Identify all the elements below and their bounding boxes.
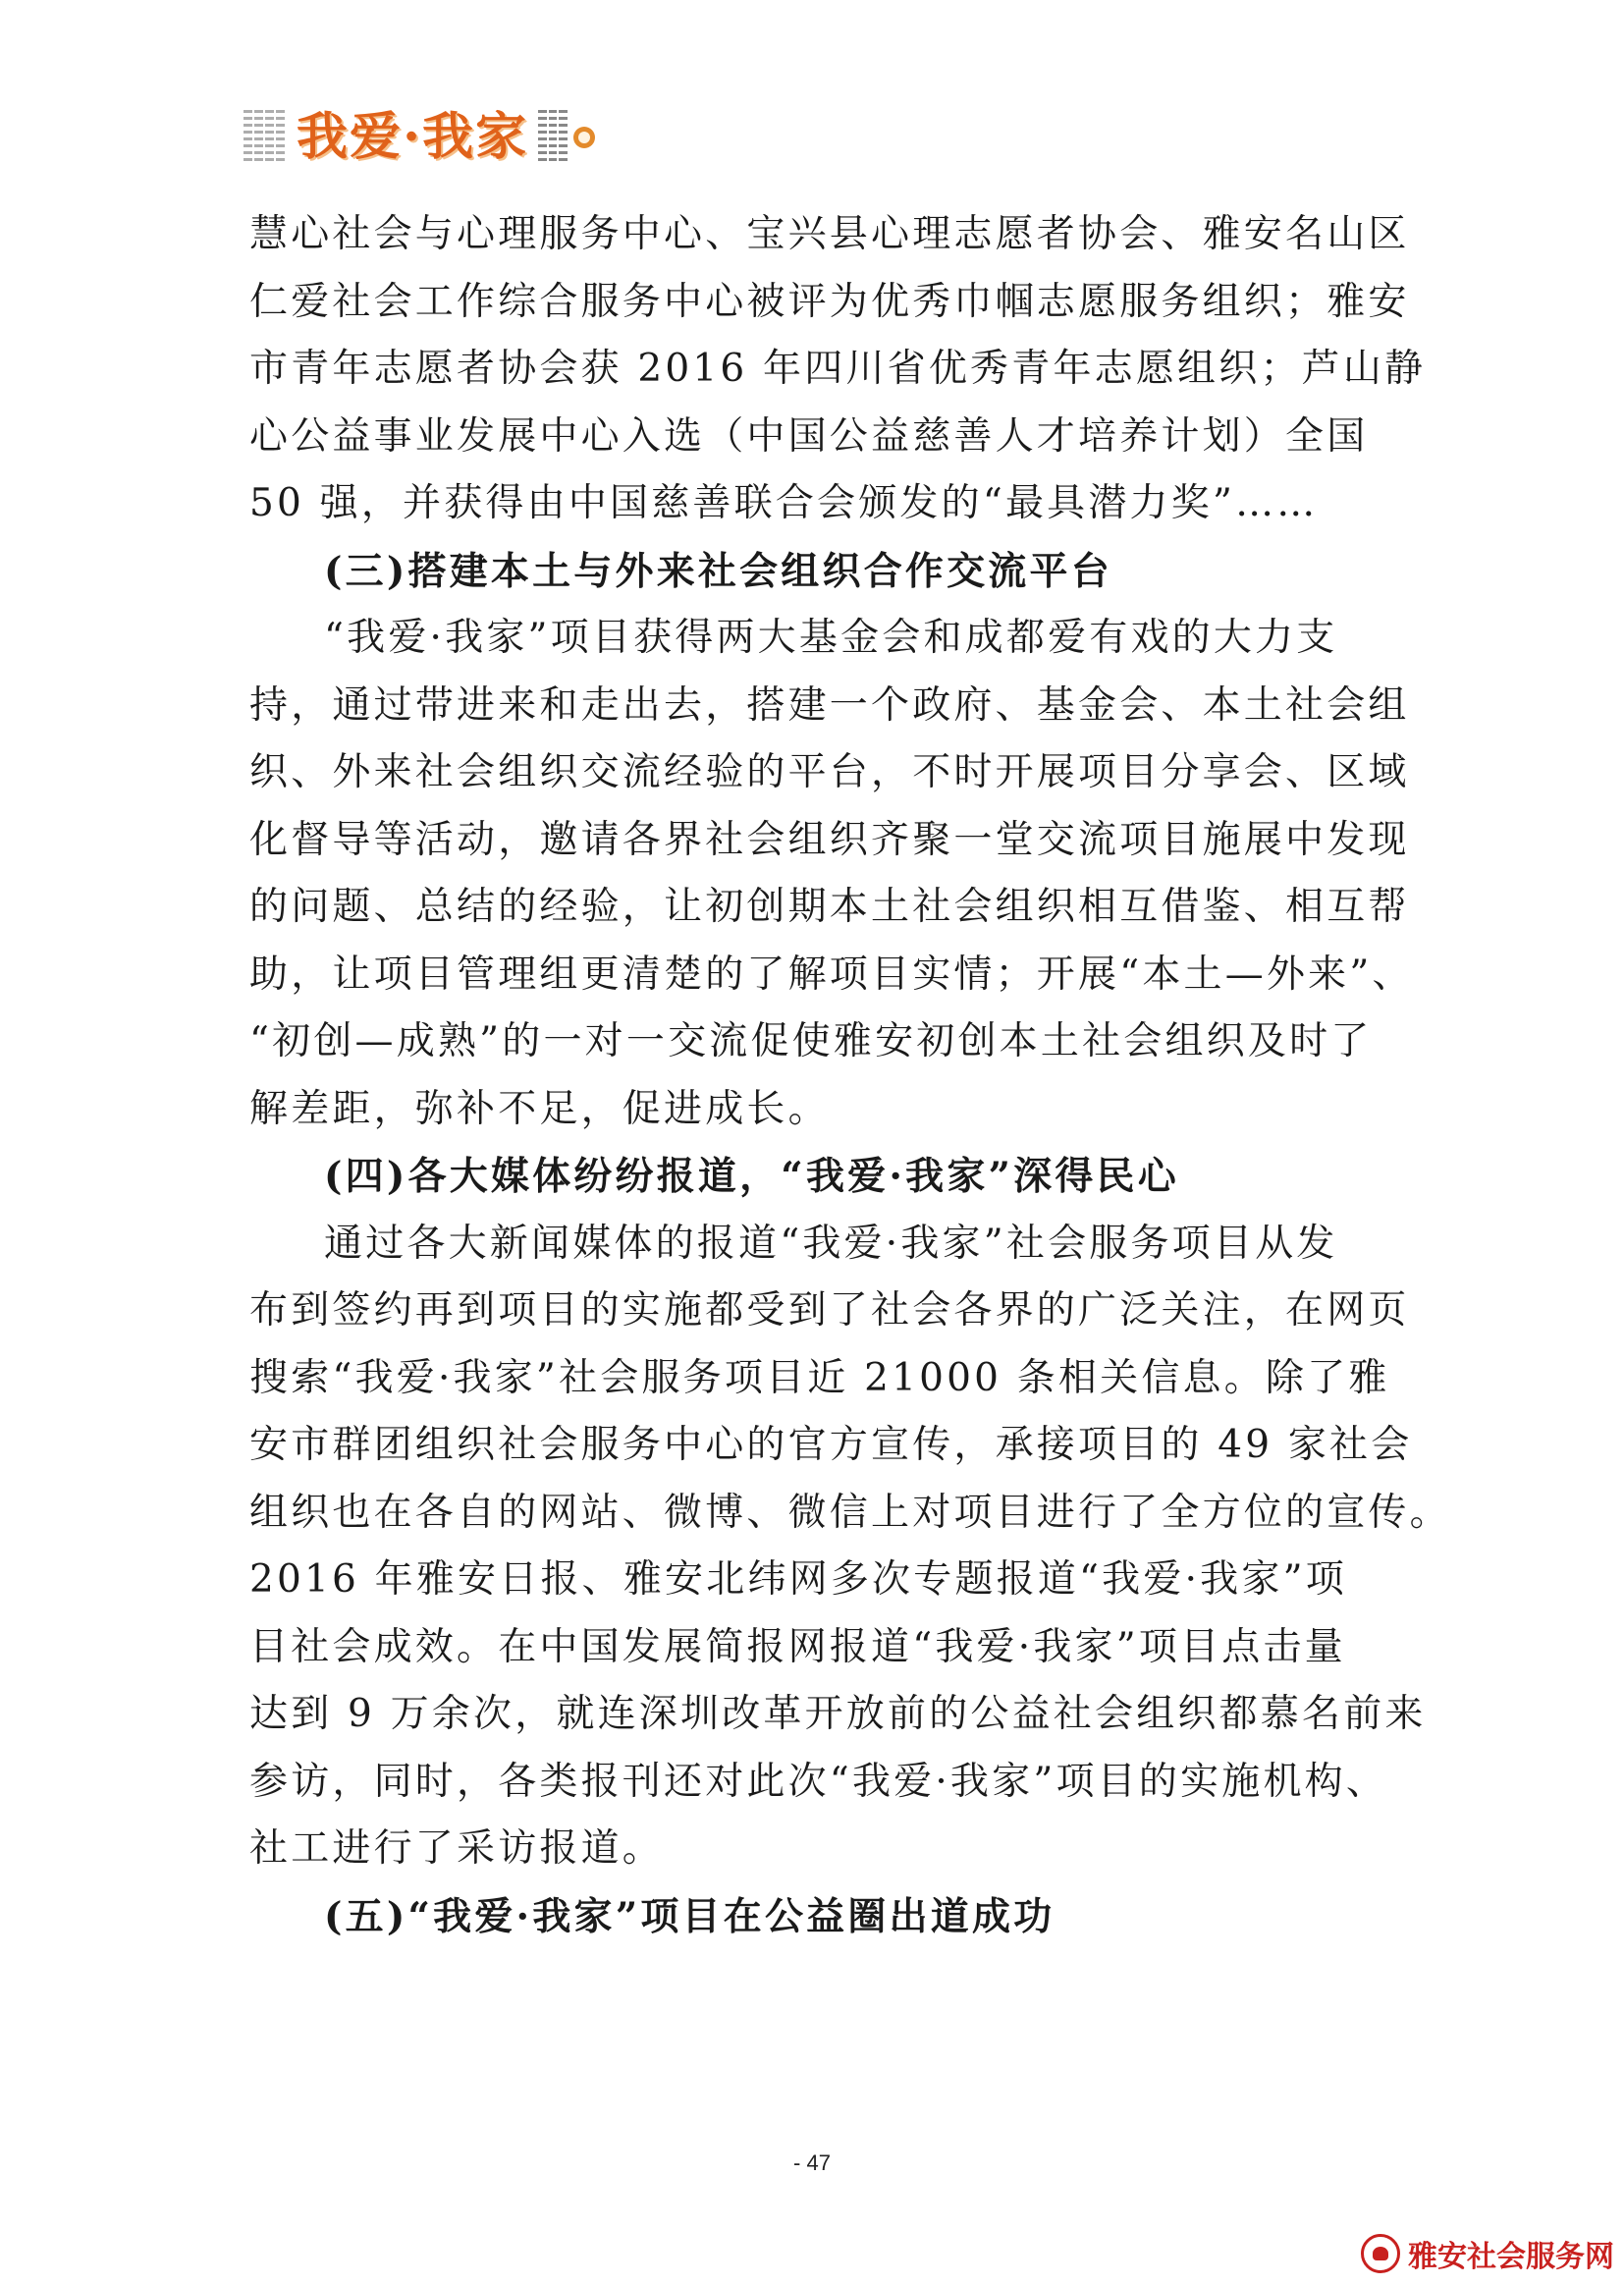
paragraph-line: “初创—成熟”的一对一交流促使雅安初创本土社会组织及时了 xyxy=(249,1019,1373,1063)
paragraph-line: 的问题、总结的经验，让初创期本土社会组织相互借鉴、相互帮 xyxy=(249,885,1410,929)
section-heading: (三)搭建本土与外来社会组织合作交流平台 xyxy=(324,548,1112,594)
document-body xyxy=(249,201,1451,1950)
site-watermark xyxy=(1361,2232,1614,2275)
paragraph-line: 仁爱社会工作综合服务中心被评为优秀巾帼志愿服务组织；雅安 xyxy=(249,279,1410,324)
logo-side-text-decoration xyxy=(244,110,285,165)
section-heading: (五)“我爱·我家”项目在公益圈出道成功 xyxy=(324,1893,1056,1939)
paragraph-line: 50 强，并获得由中国慈善联合会颁发的“最具潜力奖”…… xyxy=(249,481,1319,525)
logo-emblem-icon xyxy=(573,127,595,148)
paragraph-line: 解差距，弥补不足，促进成长。 xyxy=(249,1086,830,1131)
logo-tagline-decoration xyxy=(538,110,568,165)
paragraph-line: 达到 9 万余次，就连深圳改革开放前的公益社会组织都慕名前来 xyxy=(249,1692,1427,1736)
document-header-logo xyxy=(244,106,595,169)
watermark-text: 雅安社会服务网 xyxy=(1408,2240,1614,2274)
paragraph-line: 慧心社会与心理服务中心、宝兴县心理志愿者协会、雅安名山区 xyxy=(249,212,1410,256)
paragraph-line: 化督导等活动，邀请各界社会组织齐聚一堂交流项目施展中发现 xyxy=(249,817,1410,862)
paragraph-line: 织、外来社会组织交流经验的平台，不时开展项目分享会、区域 xyxy=(249,750,1410,794)
paragraph-line: “我爱·我家”项目获得两大基金会和成都爱有戏的大力支 xyxy=(324,616,1338,660)
paragraph-line: 搜索“我爱·我家”社会服务项目近 21000 条相关信息。除了雅 xyxy=(249,1355,1390,1400)
section-heading: (四)各大媒体纷纷报道，“我爱·我家”深得民心 xyxy=(324,1154,1179,1199)
paragraph-line: 社工进行了采访报道。 xyxy=(249,1826,665,1871)
page-number: - 47 xyxy=(793,2150,831,2175)
paragraph-line: 安市群团组织社会服务中心的官方宣传，承接项目的 49 家社会 xyxy=(249,1423,1413,1467)
paragraph-line: 组织也在各自的网站、微博、微信上对项目进行了全方位的宣传。 xyxy=(249,1490,1451,1535)
paragraph-line: 参访，同时，各类报刊还对此次“我爱·我家”项目的实施机构、 xyxy=(249,1759,1388,1804)
paragraph-line: 助，让项目管理组更清楚的了解项目实情；开展“本土—外来”、 xyxy=(249,952,1414,997)
paragraph-line: 布到签约再到项目的实施都受到了社会各界的广泛关注，在网页 xyxy=(249,1288,1410,1333)
paragraph-line: 市青年志愿者协会获 2016 年四川省优秀青年志愿组织；芦山静 xyxy=(249,347,1427,391)
paragraph-line: 持，通过带进来和走出去，搭建一个政府、基金会、本土社会组 xyxy=(249,682,1410,728)
paragraph-line: 通过各大新闻媒体的报道“我爱·我家”社会服务项目从发 xyxy=(324,1221,1338,1266)
watermark-logo-icon xyxy=(1361,2234,1400,2273)
paragraph-line: 目社会成效。在中国发展简报网报道“我爱·我家”项目点击量 xyxy=(249,1624,1346,1669)
paragraph-line: 2016 年雅安日报、雅安北纬网多次专题报道“我爱·我家”项 xyxy=(249,1557,1347,1602)
logo-title: 我爱·我家 xyxy=(297,107,529,167)
paragraph-line: 心公益事业发展中心入选（中国公益慈善人才培养计划）全国 xyxy=(249,413,1369,459)
